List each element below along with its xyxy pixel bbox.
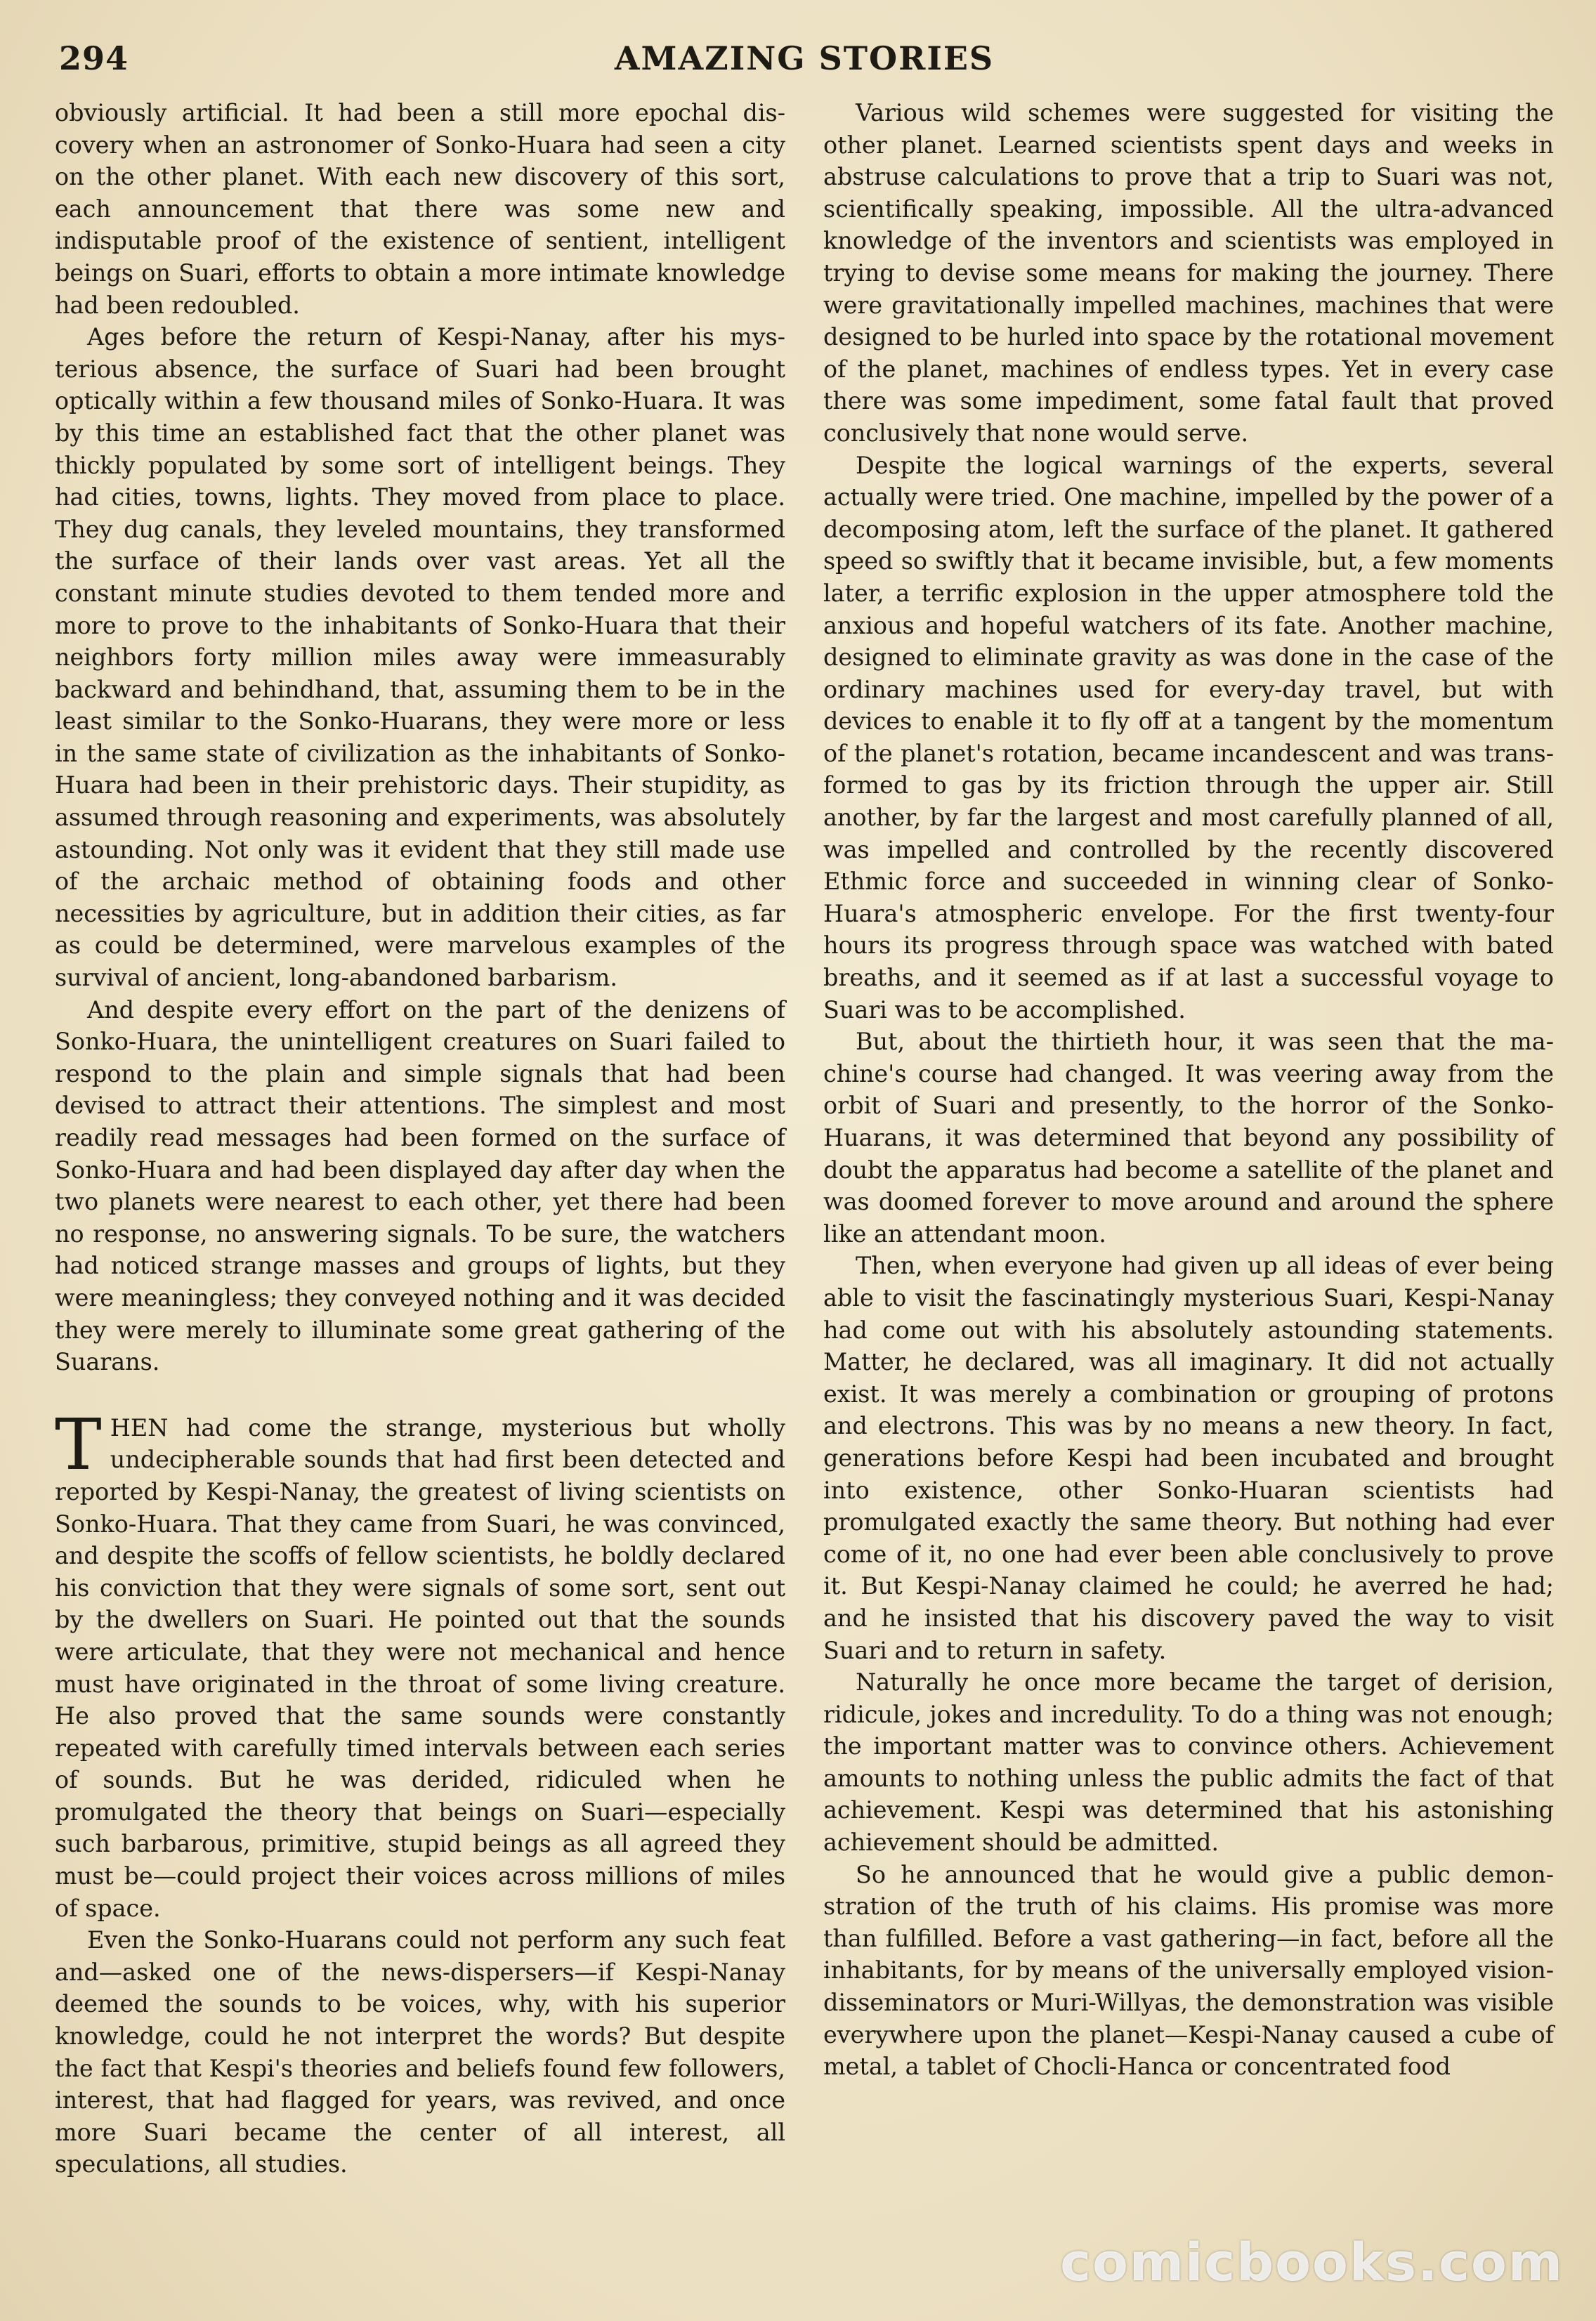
paragraph: Then, when everyone had given up all ideas of ever being able to visit the fascinatingly mysterious Suari, Kespi-Nanay had come out with his absolutely astounding statements. Matter, he declared, was all imaginary. It did not actually exist. It was merely a combination or grouping of protons and electrons. This was by no means a new theory. In fact, generations before Kespi had been incubated and brought into existence, other Sonko-Huaran scientists had promulgated exactly the same theory. But nothing had ever come of it, no one had ever been able conclusively to prove it. But Kespi-Nanay claimed he could; he averred he had; and he insisted that his discovery paved the way to visit Suari and to return in safety. <box>823 1252 1554 1664</box>
paragraph: So he announced that he would give a public demonstration of the truth of his claims. His promise was more than fulfilled. Before a vast gathering—in fact, before all the inhabitants, for by means of the universally employed vision-disseminators or Muri-Willyas, the demonstration was visible everywhere upon the planet—Kespi-Nanay caused a cube of metal, a tablet of Chocli-Hanca or concentrated food <box>823 1860 1554 2081</box>
paragraph: Even the Sonko-Huarans could not perform any such feat and—asked one of the news-dispersers—if Kespi-Nanay deemed the sounds to be voices, why, with his superior knowledge, could he not interpret the words? But despite the fact that Kespi's theories and beliefs found few followers, interest, that had flagged for years, was revived, and once more Suari became the center of all interest, all speculations, all studies. <box>55 1926 785 2178</box>
section-paragraph <box>55 1403 785 1925</box>
paragraph: But, about the thirtieth hour, it was seen that the machine's course had changed. It was veering away from the orbit of Suari and presently, to the horror of the Sonko-Huarans, it was determined that beyond any possibility of doubt the apparatus had become a satellite of the planet and was doomed forever to move around and around the sphere like an attendant moon. <box>823 1028 1554 1248</box>
page-header <box>55 37 1554 97</box>
text-columns <box>55 97 1554 2303</box>
paragraph: Despite the logical warnings of the experts, several actually were tried. One machine, impelled by the power of a decomposing atom, left the surface of the planet. It gathered speed so swiftly that it became invisible, but, a few moments later, a terrific explosion in the upper atmosphere told the anxious and hopeful watchers of its fate. Another machine, designed to eliminate gravity as was done in the case of the ordinary machines used for every-day travel, but with devices to enable it to fly off at a tangent by the momentum of the planet's rotation, became incandescent and was transformed to gas by its friction through the upper air. Still another, by far the largest and most carefully planned of all, was impelled and controlled by the recently discovered Ethmic force and succeeded in winning clear of Sonko-Huara's atmospheric envelope. For the first twenty-four hours its progress through space was watched with bated breaths, and it seemed as if at last a successful voyage to Suari was to be accomplished. <box>823 451 1554 1024</box>
page-number: 294 <box>59 39 129 77</box>
paragraph: And despite every effort on the part of the denizens of Sonko-Huara, the unintelligent creatures on Suari failed to respond to the plain and simple signals that had been devised to attract their attentions. The simplest and most readily read messages had been formed on the surface of Sonko-Huara and had been displayed day after day when the two planets were nearest to each other, yet there had been no response, no answering signals. To be sure, the watchers had noticed strange masses and groups of lights, but they were meaningless; they conveyed nothing and it was decided they were merely to illuminate some great gathering of the Suarans. <box>55 995 785 1376</box>
paragraph: Ages before the return of Kespi-Nanay, after his mysterious absence, the surface of Suari had been brought optically within a few thousand miles of Sonko-Huara. It was by this time an established fact that the other planet was thickly populated by some sort of intelligent beings. They had cities, towns, lights. They moved from place to place. They dug canals, they leveled mountains, they transformed the surface of their lands over vast areas. Yet all the constant minute studies devoted to them tended more and more to prove to the inhabitants of Sonko-Huara that their neighbors forty million miles away were immeasurably backward and behindhand, that, assuming them to be in the least similar to the Sonko-Huarans, they were more or less in the same state of civilization as the inhabitants of Sonko-Huara had been in their prehistoric days. Their stupidity, as assumed through reasoning and experiments, was absolutely astounding. Not only was it evident that they still made use of the archaic method of obtaining foods and other necessities by agriculture, but in addition their cities, as far as could be determined, were marvelous examples of the survival of ancient, long-abandoned barbarism. <box>55 323 785 992</box>
watermark-logo: comicbooks.com <box>1060 2232 1564 2293</box>
right-column <box>823 97 1554 2303</box>
left-column <box>55 97 785 2303</box>
paragraph: Naturally he once more became the target of derision, ridicule, jokes and incredulity. To do a thing was not enough; the important matter was to convince others. Achievement amounts to nothing unless the public admits the fact of that achievement. Kespi was determined that his astonishing achievement should be admitted. <box>823 1668 1554 1857</box>
drop-cap: T <box>55 1403 102 1486</box>
magazine-title: AMAZING STORIES <box>614 39 995 77</box>
paragraph: obviously artificial. It had been a still more epochal discovery when an astronomer of Sonko-Huara had seen a city on the other planet. With each new discovery of this sort, each announcement that there was some new and indisputable proof of the existence of sentient, intelligent beings on Suari, efforts to obtain a more intimate knowledge had been redoubled. <box>55 99 785 319</box>
paragraph-text: HEN had come the strange, mysterious but wholly undecipherable sounds that had first been detected and reported by Kespi-Nanay, the greatest of living scientists on Sonko-Huara. That they came from Suari, he was convinced, and despite the scoffs of fellow scientists, he boldly declared his conviction that they were signals of some sort, sent out by the dwellers on Suari. He pointed out that the sounds were articulate, that they were not mechanical and hence must have originated in the throat of some living creature. He also proved that the same sounds were constantly repeated with carefully timed intervals between each series of sounds. But he was derided, ridiculed when he promulgated the theory that beings on Suari—especially such barbarous, primitive, stupid beings as all agreed they must be—could project their voices across millions of miles of space. <box>55 1413 785 1922</box>
paragraph: Various wild schemes were suggested for visiting the other planet. Learned scientists spent days and weeks in abstruse calculations to prove that a trip to Suari was not, scientifically speaking, impossible. All the ultra-advanced knowledge of the inventors and scientists was employed in trying to devise some means for making the journey. There were gravitationally impelled machines, machines that were designed to be hurled into space by the rotational movement of the planet, machines of endless types. Yet in every case there was some impediment, some fatal fault that proved conclusively that none would serve. <box>823 99 1554 447</box>
